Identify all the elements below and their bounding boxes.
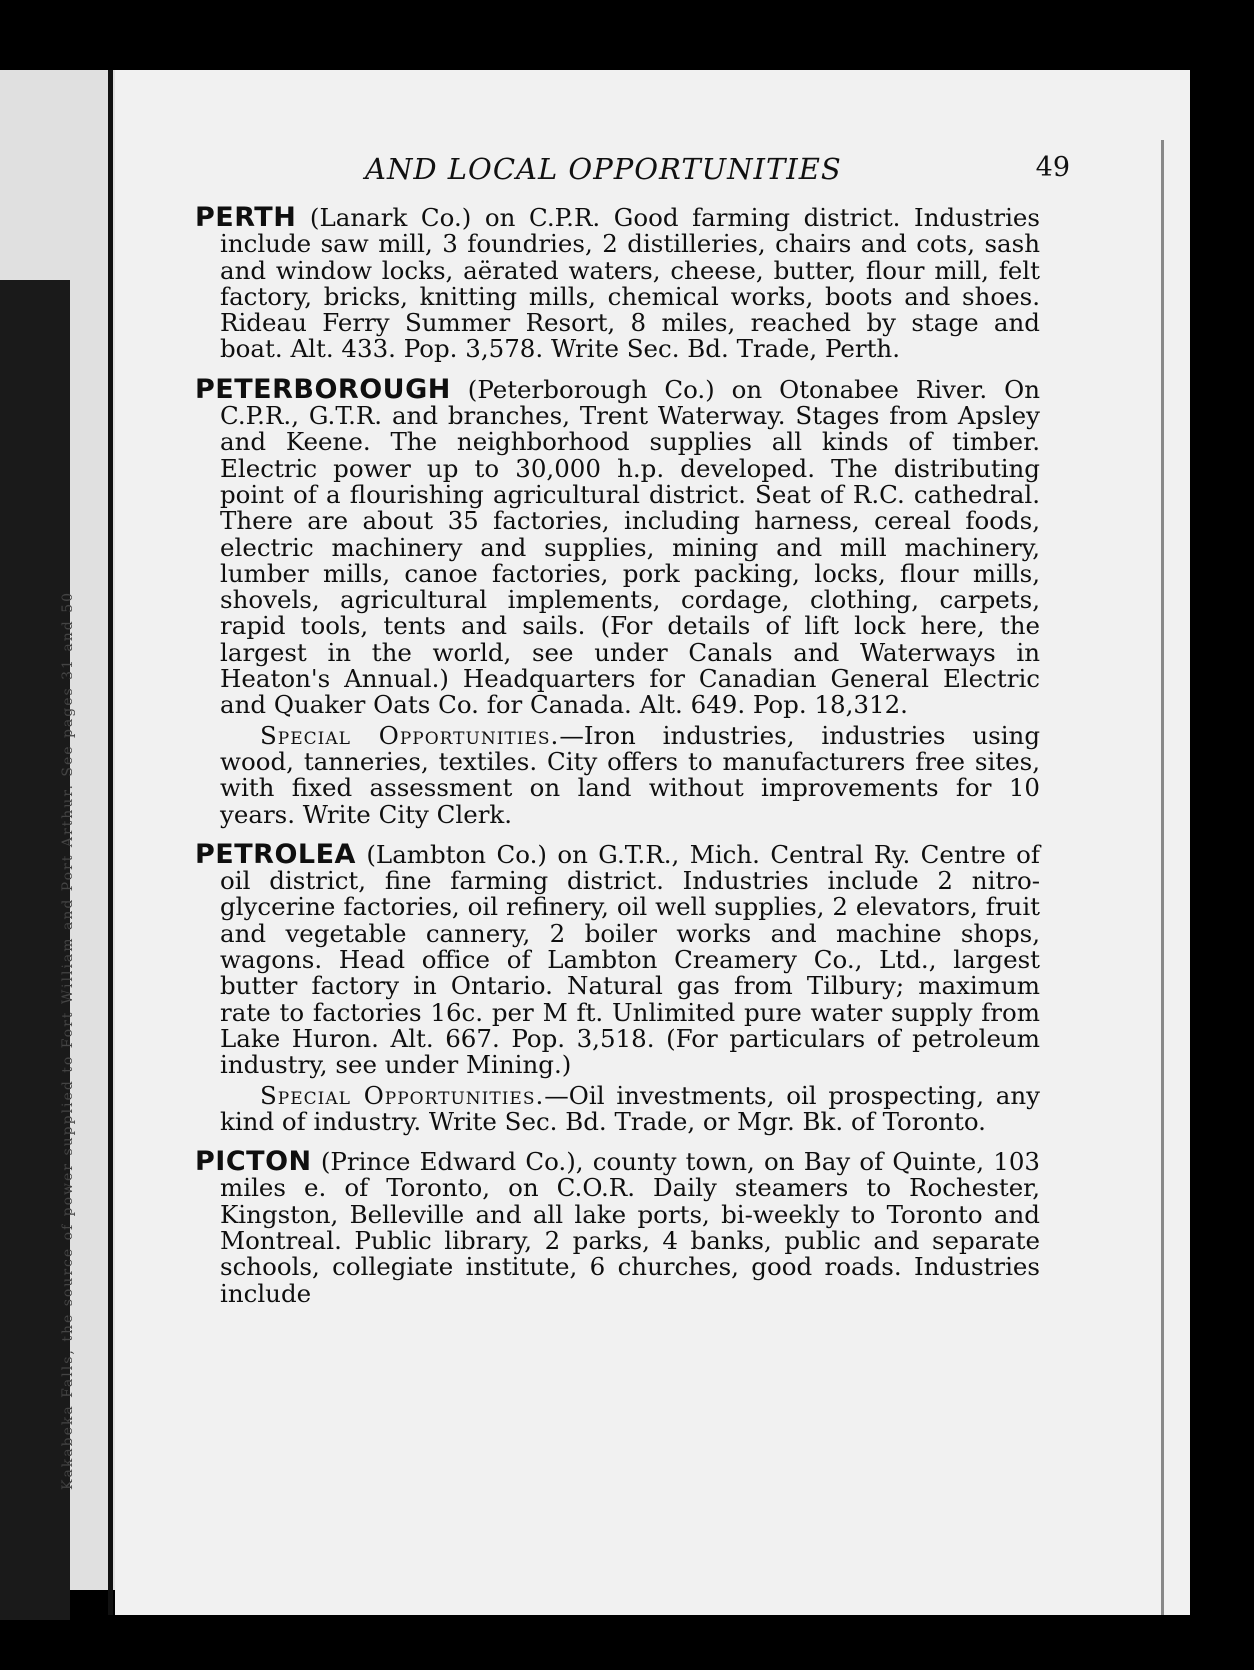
special-label: Special Opportunities. xyxy=(260,720,560,750)
entry-perth xyxy=(195,202,1040,364)
entry-name: PERTH xyxy=(195,202,297,233)
book-spine xyxy=(108,70,113,1615)
entry-name: PETROLEA xyxy=(195,838,356,870)
entry-picton xyxy=(195,1146,1040,1308)
running-head: AND LOCAL OPPORTUNITIES xyxy=(365,152,842,186)
special-label: Special Opportunities. xyxy=(260,1080,545,1110)
page-number: 49 xyxy=(1035,152,1070,183)
special-text: —Iron industries, industries using wood, tanneries, textiles. City offers to manufacturers free sites, with fixed assessment on land without improvements for 10 years. Write City Clerk. xyxy=(220,720,1041,829)
entry-name: PICTON xyxy=(195,1146,312,1178)
entry-peterborough xyxy=(195,373,1040,720)
special-opportunities xyxy=(220,720,1041,829)
entry-text: (Lanark Co.) on C.P.R. Good farming district. Industries include saw mill, 3 foundries, 2 distilleries, chairs and cots, sash and window locks, aërated waters, cheese, butter, flour mill, felt factory, bricks, knitting mills, chemical works, boots and shoes. Rideau Ferry Summer Resort, 8 miles, reached by stage and boat. Alt. 433. Pop. 3,578. Write Sec. Bd. Trade, Perth. xyxy=(220,203,1040,364)
entry-text: (Peterborough Co.) on Otonabee River. On C.P.R., G.T.R. and branches, Trent Waterway. Stages from Apsley and Keene. The neighborhood supplies all kinds of timber. Electric power up to 30,000 h.p. developed. The distributing point of a flourishing agricultural district. Seat of R.C. cathedral. There are about 35 factories, including harness, cereal foods, electric machinery and supplies, mining and mill machinery, lumber mills, canoe factories, pork packing, locks, flour mills, shovels, agricultural implements, cordage, clothing, carpets, rapid tools, tents and sails. (For details of lift lock here, the largest in the world, see under Canals and Waterways in Heaton's Annual.) Headquarters for Canadian General Electric and Quaker Oats Co. for Canada. Alt. 649. Pop. 18,312. xyxy=(220,374,1040,720)
special-opportunities xyxy=(220,1080,1041,1136)
book-page xyxy=(115,70,1190,1615)
gazetteer-text xyxy=(195,202,1041,1321)
page-edge xyxy=(1161,140,1164,1615)
entry-petrolea xyxy=(195,838,1040,1080)
entry-text: (Prince Edward Co.), county town, on Bay of Quinte, 103 miles e. of Toronto, on C.O.R. Daily steamers to Rochester, Kingston, Belleville and all lake ports, bi-weekly to Toronto and Montreal. Public library, 2 parks, 4 banks, public and separate schools, collegiate institute, 6 churches, good roads. Industries include xyxy=(220,1147,1040,1308)
entry-text: (Lambton Co.) on G.T.R., Mich. Central Ry. Centre of oil district, fine farming district. Industries include 2 nitro-glycerine factories, oil refinery, oil well supplies, 2 elevators, fruit and vegetable cannery, 2 boiler works and machine shops, wagons. Head office of Lambton Creamery Co., Ltd., largest butter factory in Ontario. Natural gas from Tilbury; maximum rate to factories 16c. per M ft. Unlimited pure water supply from Lake Huron. Alt. 667. Pop. 3,518. (For particulars of petroleum industry, see under Mining.) xyxy=(220,839,1040,1080)
page-header xyxy=(115,152,1190,202)
special-text: —Oil investments, oil prospecting, any kind of industry. Write Sec. Bd. Trade, or Mgr. Bk. of Toronto. xyxy=(220,1080,1041,1136)
photo-caption: Kakabeka Falls, the source of power supplied to Fort William and Port Arthur. See pages 31 and 50 xyxy=(60,590,76,1490)
entry-name: PETERBOROUGH xyxy=(195,373,451,405)
adjacent-page xyxy=(0,70,115,1590)
